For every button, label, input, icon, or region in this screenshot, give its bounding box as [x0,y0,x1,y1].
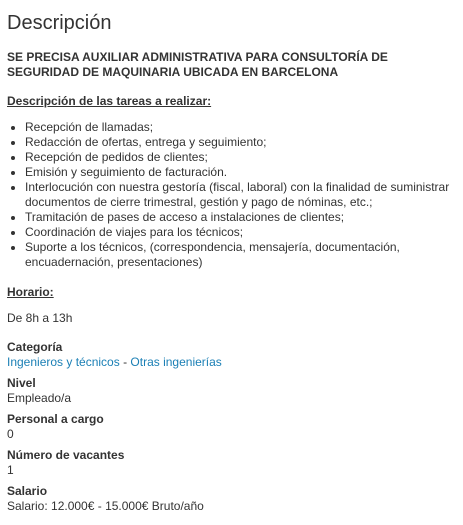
vacantes-field [7,448,455,478]
categoria-value [7,355,455,370]
categoria-field [7,340,455,370]
vacantes-value: 1 [7,463,14,477]
task-item: • Suporte a los técnicos, (correspondencia, mensajería, documentación, encuadernación, presentaciones) [25,240,455,270]
task-item: • Coordinación de viajes para los técnicos; [25,225,455,240]
tasks-heading: Descripción de las tareas a realizar: [7,94,212,108]
categoria-link-ingenieros[interactable]: Ingenieros y técnicos [7,355,120,369]
task-item: • Interlocución con nuestra gestoría (fiscal, laboral) con la finalidad de suministrar documentos de cierre trimestral, gestión y pago de nóminas, etc.; [25,180,455,210]
tasks-list [7,120,455,270]
personal-label: Personal a cargo [7,412,104,426]
salario-value: Salario: 12.000€ - 15.000€ Bruto/año [7,499,204,513]
nivel-value: Empleado/a [7,391,72,405]
vacantes-label: Número de vacantes [7,448,125,462]
task-item: • Emisión y seguimiento de facturación. [25,165,455,180]
task-item: • Recepción de pedidos de clientes; [25,150,455,165]
categoria-link-otras[interactable]: Otras ingenierías [130,355,222,369]
salario-field [7,484,455,514]
nivel-field [7,376,455,406]
categoria-separator: - [119,355,131,369]
section-title: Descripción [7,12,112,34]
personal-value: 0 [7,427,14,441]
task-item: • Tramitación de pases de acceso a instalaciones de clientes; [25,210,455,225]
task-item: • Recepción de llamadas; [25,120,455,135]
salario-label: Salario [7,484,48,498]
task-item: • Redacción de ofertas, entrega y seguimiento; [25,135,455,150]
horario-label: Horario: [7,285,54,299]
job-intro: SE PRECISA AUXILIAR ADMINISTRATIVA PARA CONSULTORÍA DE SEGURIDAD DE MAQUINARIA UBICADA EN BARCELONA [7,50,388,79]
personal-field [7,412,455,442]
horario-value: De 8h a 13h [7,311,73,325]
categoria-label: Categoría [7,340,63,354]
nivel-label: Nivel [7,376,36,390]
